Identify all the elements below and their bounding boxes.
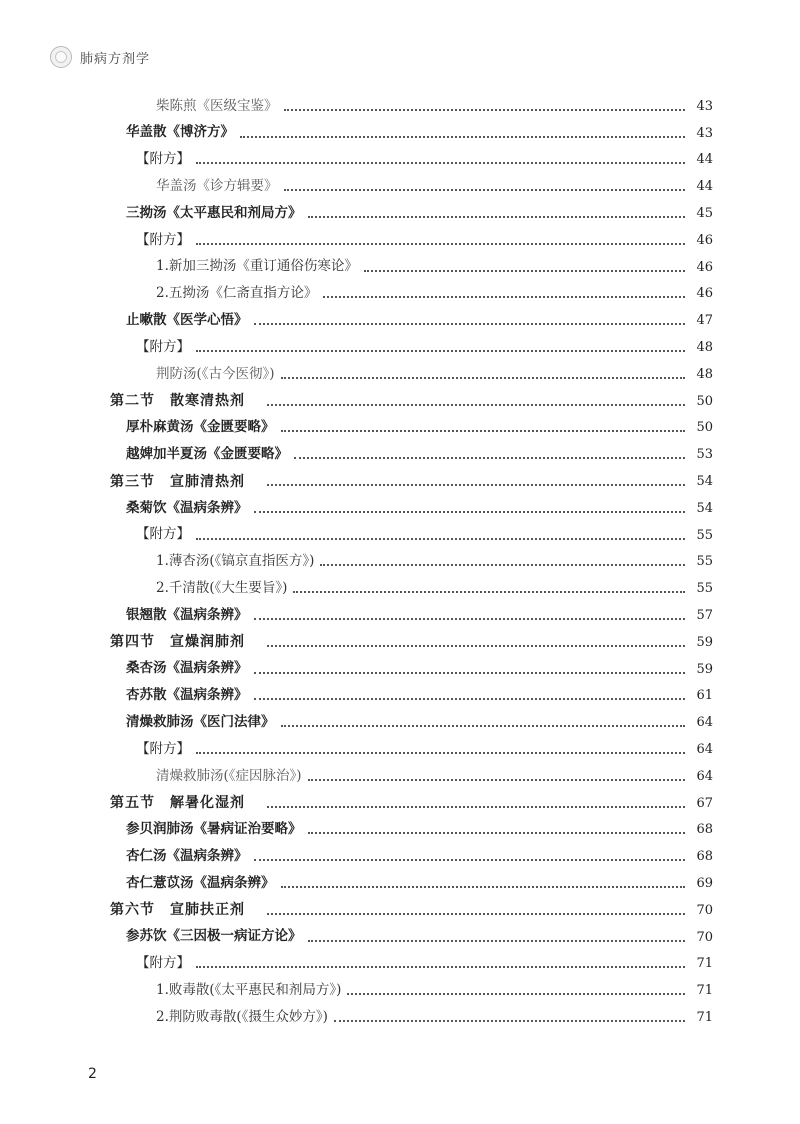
dot-leader xyxy=(281,376,685,379)
toc-entry-title: 华盖散《博济方》 xyxy=(126,124,234,141)
dot-leader xyxy=(308,778,685,781)
dot-leader xyxy=(254,671,686,674)
toc-entry[interactable] xyxy=(0,763,800,790)
dot-leader xyxy=(308,215,686,218)
dot-leader xyxy=(284,108,686,111)
toc-entry[interactable] xyxy=(0,227,800,254)
toc-entry[interactable] xyxy=(0,93,800,120)
toc-entry[interactable] xyxy=(0,602,800,629)
toc-entry[interactable] xyxy=(0,441,800,468)
toc-section-entry[interactable] xyxy=(0,629,800,656)
dot-leader xyxy=(267,805,685,808)
toc-entry-page: 70 xyxy=(696,902,713,918)
toc-entry-page: 57 xyxy=(696,608,713,624)
dot-leader xyxy=(267,403,685,406)
running-header-title: 肺病方剂学 xyxy=(80,51,151,67)
page-number: 2 xyxy=(88,1066,97,1082)
table-of-contents xyxy=(0,93,800,1031)
toc-entry-page: 48 xyxy=(696,366,713,382)
toc-entry-title: 荆防汤(《古今医彻》) xyxy=(156,365,275,382)
toc-entry-title: 清燥救肺汤《医门法律》 xyxy=(126,713,275,730)
toc-entry-title: 杏苏散《温病条辨》 xyxy=(126,687,248,704)
dot-leader xyxy=(281,724,686,727)
toc-entry[interactable] xyxy=(0,977,800,1004)
toc-entry-title: 2.五拗汤《仁斋直指方论》 xyxy=(156,285,318,302)
dot-leader xyxy=(254,617,686,620)
toc-entry-page: 46 xyxy=(696,232,713,248)
dot-leader xyxy=(254,322,686,325)
toc-entry-title: 清燥救肺汤(《症因脉治》) xyxy=(156,767,302,784)
toc-entry[interactable] xyxy=(0,843,800,870)
dot-leader xyxy=(293,590,685,593)
toc-entry-page: 50 xyxy=(696,393,713,409)
toc-entry-page: 53 xyxy=(696,447,713,463)
toc-entry[interactable] xyxy=(0,709,800,736)
toc-entry-title: 越婢加半夏汤《金匮要略》 xyxy=(126,446,288,462)
toc-entry-title: 桑杏汤《温病条辨》 xyxy=(126,660,248,677)
book-seal-icon xyxy=(50,46,72,68)
dot-leader xyxy=(254,697,686,700)
dot-leader xyxy=(364,269,685,272)
toc-entry-title: 银翘散《温病条辨》 xyxy=(126,606,248,623)
toc-entry-title: 【附方】 xyxy=(136,231,190,248)
dot-leader xyxy=(254,510,686,513)
toc-entry-page: 54 xyxy=(696,500,713,516)
toc-entry[interactable] xyxy=(0,870,800,897)
toc-entry[interactable] xyxy=(0,147,800,174)
toc-entry-page: 68 xyxy=(696,849,713,865)
dot-leader xyxy=(196,161,685,164)
dot-leader xyxy=(196,537,685,540)
toc-entry[interactable] xyxy=(0,951,800,978)
toc-entry-title: 2.荆防败毒散(《摄生众妙方》) xyxy=(156,1008,328,1025)
toc-entry-page: 68 xyxy=(696,822,713,838)
toc-entry-page: 59 xyxy=(696,661,713,677)
toc-section-entry[interactable] xyxy=(0,790,800,817)
dot-leader xyxy=(196,751,685,754)
toc-entry[interactable] xyxy=(0,334,800,361)
toc-entry-page: 70 xyxy=(696,929,713,945)
toc-entry-title: 1.败毒散(《太平惠民和剂局方》) xyxy=(156,981,342,998)
toc-entry[interactable] xyxy=(0,173,800,200)
toc-entry-title: 华盖汤《诊方辑要》 xyxy=(156,178,278,195)
toc-entry-title: 【附方】 xyxy=(136,526,190,543)
toc-entry[interactable] xyxy=(0,307,800,334)
dot-leader xyxy=(294,456,685,459)
dot-leader xyxy=(323,295,685,298)
toc-entry-title: 第三节 宣肺清热剂 xyxy=(110,473,245,490)
toc-entry-page: 54 xyxy=(696,474,713,490)
toc-entry-page: 64 xyxy=(696,768,713,784)
toc-entry-title: 杏仁薏苡汤《温病条辨》 xyxy=(126,874,275,891)
toc-entry[interactable] xyxy=(0,361,800,388)
toc-entry-page: 55 xyxy=(696,527,713,543)
dot-leader xyxy=(320,563,685,566)
toc-entry-title: 参贝润肺汤《暑病证治要略》 xyxy=(126,821,302,838)
toc-entry-page: 43 xyxy=(696,98,713,114)
toc-entry-page: 71 xyxy=(696,956,713,972)
dot-leader xyxy=(284,188,686,191)
toc-entry-title: 第二节 散寒清热剂 xyxy=(110,393,245,410)
toc-entry[interactable] xyxy=(0,656,800,683)
toc-section-entry[interactable] xyxy=(0,388,800,415)
toc-entry-page: 61 xyxy=(696,688,713,704)
toc-entry-title: 止嗽散《医学心悟》 xyxy=(126,312,248,329)
toc-entry[interactable] xyxy=(0,1004,800,1031)
toc-section-entry[interactable] xyxy=(0,468,800,495)
toc-entry-title: 【附方】 xyxy=(136,151,190,168)
toc-entry-title: 第六节 宣肺扶正剂 xyxy=(110,902,245,919)
toc-entry-page: 55 xyxy=(696,554,713,570)
toc-entry-page: 64 xyxy=(696,742,713,758)
toc-entry[interactable] xyxy=(0,200,800,227)
dot-leader xyxy=(281,429,686,432)
toc-entry-title: 第五节 解暑化湿剂 xyxy=(110,795,245,812)
dot-leader xyxy=(334,1019,685,1022)
toc-entry-page: 46 xyxy=(696,259,713,275)
toc-entry-title: 【附方】 xyxy=(136,740,190,757)
toc-entry-page: 50 xyxy=(696,420,713,436)
dot-leader xyxy=(196,349,685,352)
toc-entry-title: 第四节 宣燥润肺剂 xyxy=(110,634,245,651)
dot-leader xyxy=(347,992,685,995)
toc-entry-title: 参苏饮《三因极一病证方论》 xyxy=(126,928,302,945)
toc-entry[interactable] xyxy=(0,924,800,951)
toc-entry[interactable] xyxy=(0,415,800,442)
toc-entry[interactable] xyxy=(0,120,800,147)
dot-leader xyxy=(308,831,686,834)
dot-leader xyxy=(267,912,685,915)
dot-leader xyxy=(267,644,685,647)
dot-leader xyxy=(196,965,685,968)
toc-entry[interactable] xyxy=(0,254,800,281)
toc-entry-title: 三拗汤《太平惠民和剂局方》 xyxy=(126,204,302,221)
toc-entry[interactable] xyxy=(0,575,800,602)
toc-entry-page: 48 xyxy=(696,340,713,356)
dot-leader xyxy=(308,939,686,942)
dot-leader xyxy=(196,242,685,245)
toc-entry-title: 柴陈煎《医级宝鉴》 xyxy=(156,97,278,114)
toc-entry-page: 71 xyxy=(696,1009,713,1025)
toc-entry-page: 59 xyxy=(696,634,713,650)
toc-entry[interactable] xyxy=(0,522,800,549)
toc-entry-title: 厚朴麻黄汤《金匮要略》 xyxy=(126,419,275,436)
toc-entry-page: 47 xyxy=(696,313,713,329)
toc-entry-page: 55 xyxy=(696,581,713,597)
toc-entry-page: 46 xyxy=(696,286,713,302)
toc-entry-page: 64 xyxy=(696,715,713,731)
toc-entry[interactable] xyxy=(0,817,800,844)
toc-section-entry[interactable] xyxy=(0,897,800,924)
toc-entry-title: 【附方】 xyxy=(136,955,190,972)
dot-leader xyxy=(267,483,685,486)
toc-entry-page: 69 xyxy=(696,876,713,891)
dot-leader xyxy=(240,135,685,138)
toc-entry[interactable] xyxy=(0,495,800,522)
toc-entry-page: 44 xyxy=(696,152,713,168)
toc-entry-title: 1.薄杏汤(《镐京直指医方》) xyxy=(156,553,315,570)
running-header xyxy=(50,46,150,68)
toc-entry-title: 杏仁汤《温病条辨》 xyxy=(126,847,248,864)
toc-entry-page: 67 xyxy=(696,795,713,811)
toc-entry-page: 44 xyxy=(696,179,713,195)
toc-entry[interactable] xyxy=(0,683,800,710)
toc-entry-page: 45 xyxy=(696,206,713,222)
toc-entry-page: 71 xyxy=(696,983,713,999)
toc-entry[interactable] xyxy=(0,281,800,308)
toc-entry-title: 【附方】 xyxy=(136,338,190,355)
toc-entry[interactable] xyxy=(0,549,800,576)
dot-leader xyxy=(254,858,686,861)
toc-entry-title: 桑菊饮《温病条辨》 xyxy=(126,499,248,516)
toc-entry[interactable] xyxy=(0,736,800,763)
toc-entry-title: 2.千清散(《大生要旨》) xyxy=(156,579,288,596)
toc-entry-title: 1.新加三拗汤《重订通俗伤寒论》 xyxy=(156,258,358,275)
dot-leader xyxy=(281,885,686,888)
toc-entry-page: 43 xyxy=(696,125,713,141)
